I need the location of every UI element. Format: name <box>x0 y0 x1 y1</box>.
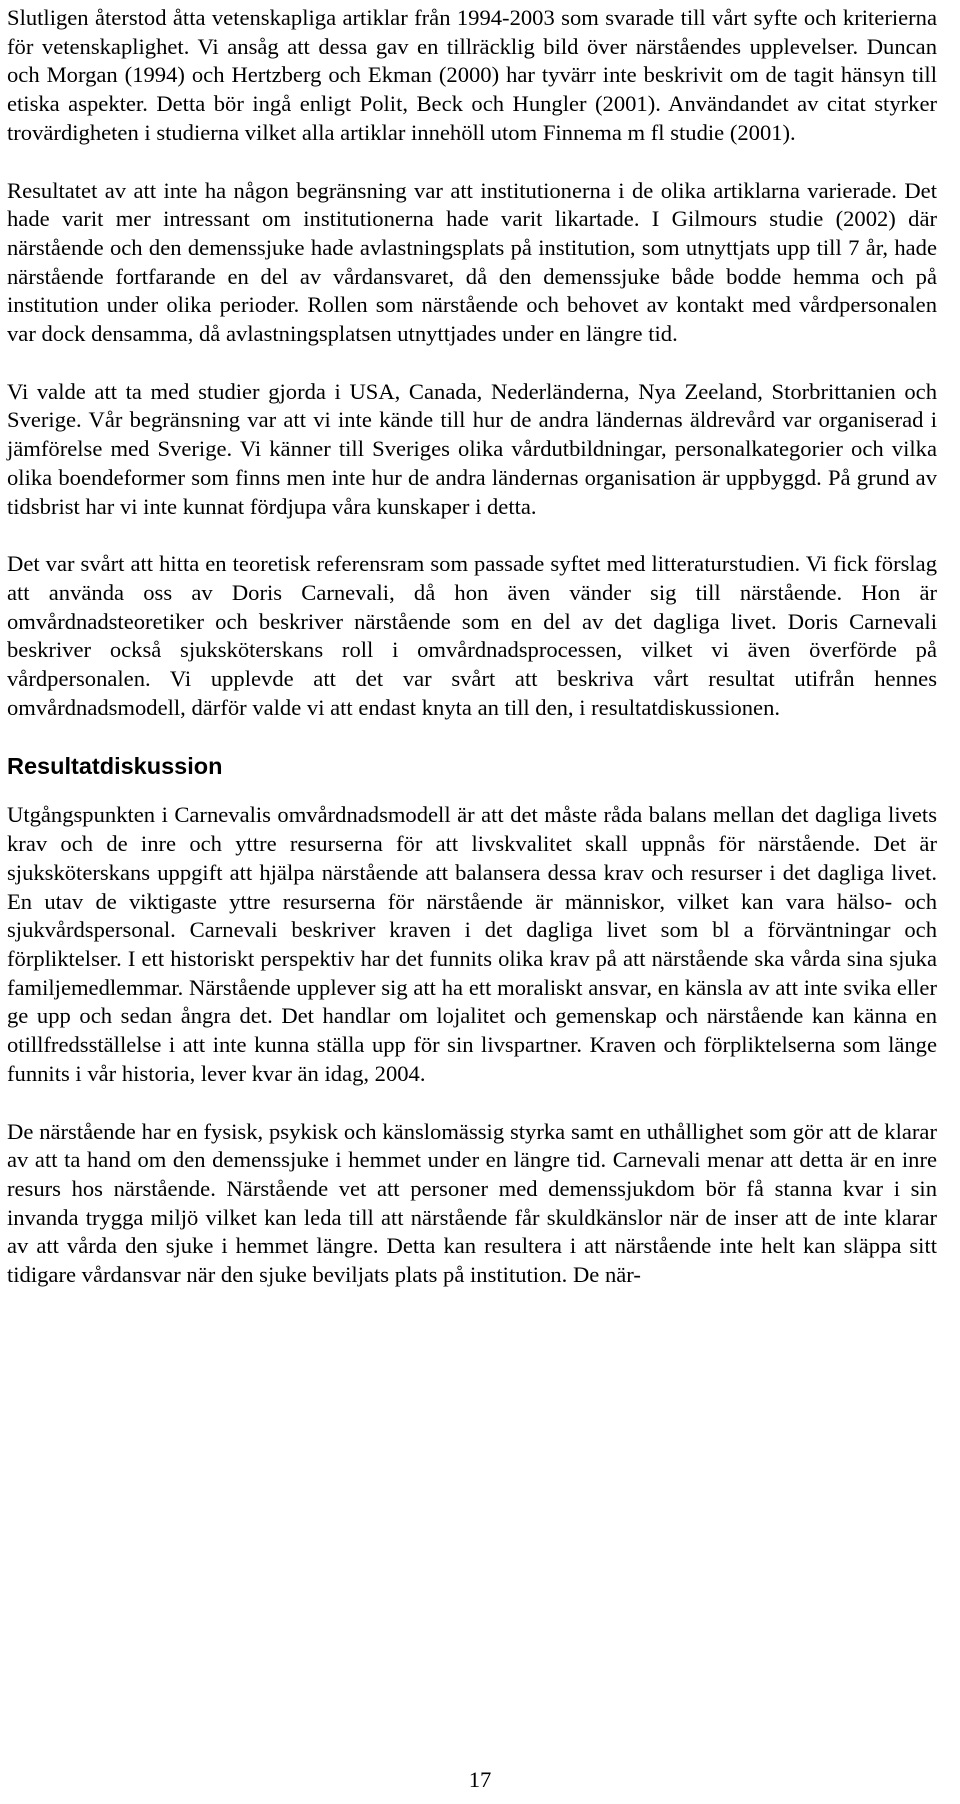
page-number: 17 <box>468 1767 492 1792</box>
body-text <box>7 4 937 1290</box>
paragraph-carnevali-model: Utgångspunkten i Carnevalis omvårdnadsmodell är att det måste råda balans mellan det dagliga livets krav och de inre och yttre resurserna för att livskvalitet skall uppnås för närstående. Det är sjuksköterskans uppgift att hjälpa närstående att balansera dessa krav och resurser i det dagliga livet. En utav de viktigaste yttre resurserna för närstående är människor, vilket kan vara hälso- och sjukvårdspersonal. Carnevali beskriver kraven i det dagliga livet som bl a förväntningar och förpliktelser. I ett historiskt perspektiv har det funnits olika krav på att närstående ska vårda sina sjuka familjemedlemmar. Närstående upplever sig att ha ett moraliskt ansvar, en känsla av att inte svika eller ge upp och sedan ångra det. Det handlar om lojalitet och gemenskap och närstående kan känna en otillfredsställelse i att inte kunna ställa upp för sin livspartner. Kraven och förpliktelserna som länge funnits i vår historia, lever kvar än idag, 2004. <box>7 802 937 1086</box>
section-heading: Resultatdiskussion <box>7 753 223 780</box>
paragraph-inner-resources: De närstående har en fysisk, psykisk och känslomässig styrka samt en uthållighet som gör att de klarar av att ta hand om den demenssjuke i hemmet under en längre tid. Carnevali menar att detta är en inre resurs hos närstående. Närstående vet att personer med demenssjukdom bör få stanna kvar i sin invanda trygga miljö vilket kan leda till att närstående får skuldkänslor när de inser att de inte klarar av att vårda den sjuke i hemmet längre. Detta kan resultera i att närstående inte helt kan släppa sitt tidigare vårdansvar när den sjuke beviljats plats på institution. De när- <box>7 1118 937 1288</box>
paragraph-country-limitation: Vi valde att ta med studier gjorda i USA, Canada, Nederländerna, Nya Zeeland, Storbrittanien och Sverige. Vår begränsning var att vi inte kände till hur de andra ländernas äldrevård var organiserad i jämförelse med Sverige. Vi känner till Sveriges olika vårdutbildningar, personalkategorier och vilka olika boendeformer som finns men inte hur de andra ländernas organisation är uppbyggd. På grund av tidsbrist har vi inte kunnat fördjupa våra kunskaper i detta. <box>7 378 937 519</box>
paragraph-article-selection: Slutligen återstod åtta vetenskapliga artiklar från 1994-2003 som svarade till vårt syfte och kriterierna för vetenskaplighet. Vi ansåg att dessa gav en tillräcklig bild över närståendes upplevelser. Duncan och Morgan (1994) och Hertzberg och Ekman (2000) har tyvärr inte beskrivit om de tagit hänsyn till etiska aspekter. Detta bör ingå enligt Polit, Beck och Hungler (2001). Användandet av citat styrker trovärdigheten i studierna vilket alla artiklar innehöll utom Finnema m fl studie (2001). <box>7 5 937 145</box>
paragraph-theoretical-framework: Det var svårt att hitta en teoretisk referensram som passade syftet med litteraturstudien. Vi fick förslag att använda oss av Doris Carnevali, då hon även vänder sig till närstående. Hon är omvårdnadsteoretiker och beskriver närstående som en del av det dagliga livet. Doris Carnevali beskriver också sjuksköterskans roll i omvårdnadsprocessen, vilket vi även överförde på vårdpersonalen. Vi upplevde att det var svårt att beskriva vårt resultat utifrån hennes omvårdnadsmodell, därför valde vi att endast knyta an till den, i resultatdiskussionen. <box>7 551 937 720</box>
paragraph-institution-limitation: Resultatet av att inte ha någon begränsning var att institutionerna i de olika artiklarna varierade. Det hade varit mer intressant om institutionerna hade varit likartade. I Gilmours studie (2002) där närstående och den demenssjuke hade avlastningsplats på institution, som utnyttjats upp till 7 år, hade närstående fortfarande en del av vårdansvaret, då den demenssjuke både bodde hemma och på institution under olika perioder. Rollen som närstående och behovet av kontakt med vårdpersonalen var dock densamma, då avlastningsplatsen utnyttjades under en längre tid. <box>7 177 937 347</box>
